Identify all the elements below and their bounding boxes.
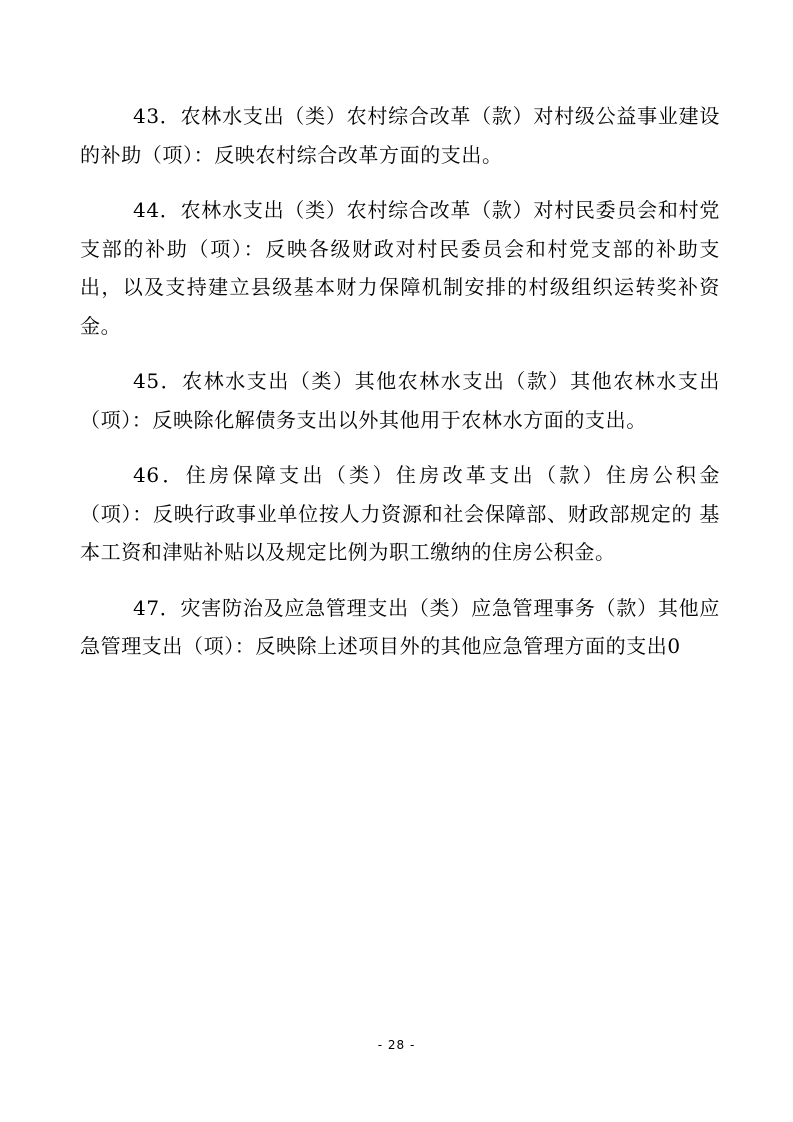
paragraph-item-47: 47．灾害防治及应急管理支出（类）应急管理事务（款）其他应急管理支出（项）：反映除上述项目外的其他应急管理方面的支出0 bbox=[80, 595, 720, 658]
page-number: - 28 - bbox=[377, 1038, 416, 1052]
paragraph-item-45: 45．农林水支出（类）其他农林水支出（款）其他农林水支出（项）：反映除化解债务支出以外其他用于农林水方面的支出。 bbox=[80, 369, 720, 432]
paragraph-item-44: 44．农林水支出（类）农村综合改革（款）对村民委员会和村党支部的补助（项）：反映各级财政对村民委员会和村党支部的补助支出，以及支持建立县级基本财力保障机制安排的村级组织运转奖补资金。 bbox=[80, 198, 720, 338]
paragraph-item-46: 46．住房保障支出（类）住房改革支出（款）住房公积金（项）：反映行政事业单位按人力资源和社会保障部、财政部规定的 基本工资和津贴补贴以及规定比例为职工缴纳的住房公积金。 bbox=[80, 463, 720, 564]
document-body bbox=[80, 97, 720, 683]
paragraph-item-43: 43．农林水支出（类）农村综合改革（款）对村级公益事业建设的补助（项）：反映农村综合改革方面的支出。 bbox=[80, 104, 720, 167]
